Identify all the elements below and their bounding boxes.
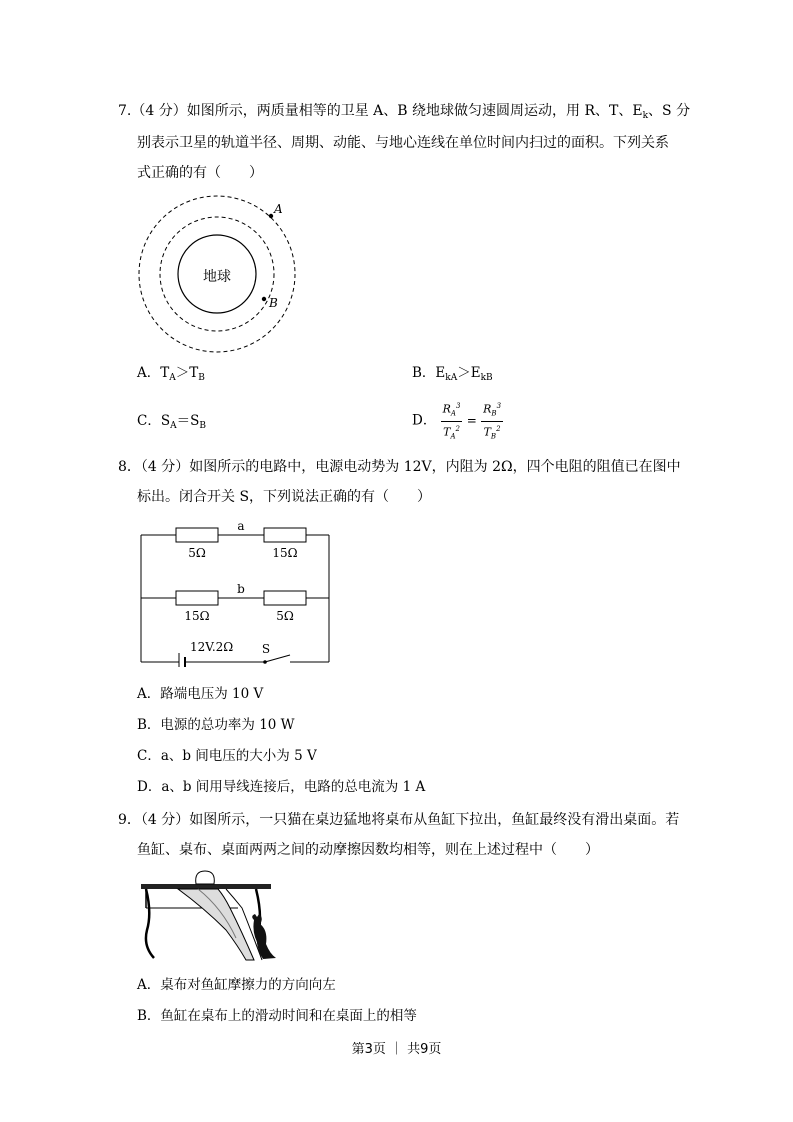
satellite-a-label: A — [274, 202, 283, 216]
q7-option-b: B．$E_{kA}>E_{kB}$ — [412, 365, 493, 383]
resistor-15-middle — [176, 591, 218, 605]
r4-label: 5Ω — [276, 609, 294, 623]
q8-circuit-figure — [138, 515, 334, 667]
q8-option-c: C．a、b 间电压的大小为 5 V — [137, 748, 317, 764]
q8-option-a: A．路端电压为 10 V — [137, 686, 264, 702]
fraction-left: $\frac{R_A^3}{T_A^2}$ — [442, 402, 461, 441]
fraction-right: $\frac{R_B^3}{T_B^2}$ — [483, 402, 502, 441]
r2-label: 15Ω — [272, 546, 298, 560]
q7-orbit-figure — [135, 192, 300, 357]
q9-option-a: A．桌布对鱼缸摩擦力的方向向左 — [137, 977, 336, 993]
battery-label: 12V.2Ω — [190, 640, 234, 654]
node-b-label: b — [237, 582, 245, 596]
table-leg-left — [146, 889, 154, 958]
q9-table-cat-figure — [138, 868, 283, 963]
q8-option-d: D．a、b 间用导线连接后，电路的总电流为 1 A — [137, 779, 426, 795]
resistor-5-middle — [264, 591, 306, 605]
q7-option-d: D． $\frac{R_A^3}{T_A^2}$ = $\frac{R_B^3}{T_B^2}$ — [412, 402, 502, 441]
tablecloth — [178, 889, 254, 960]
switch-label: S — [261, 642, 271, 656]
earth-label: 地球 — [203, 269, 231, 285]
q7-option-a: A．$T_A>T_B$ — [137, 365, 205, 383]
satellite-a — [269, 214, 273, 218]
resistor-15-top — [264, 528, 306, 542]
r1-label: 5Ω — [188, 546, 206, 560]
q9-line2: 鱼缸、桌布、桌面两两之间的动摩擦因数均相等，则在上述过程中（ ） — [137, 842, 599, 858]
q9-option-b: B．鱼缸在桌布上的滑动时间和在桌面上的相等 — [137, 1008, 417, 1024]
switch-blade — [265, 655, 290, 662]
fish-bowl — [196, 871, 215, 884]
q9-line1: 9．（4 分）如图所示，一只猫在桌边猛地将桌布从鱼缸下拉出，鱼缸最终没有滑出桌面。若 — [118, 812, 680, 828]
cat — [252, 914, 276, 959]
r3-label: 15Ω — [184, 609, 210, 623]
satellite-b-label: B — [269, 296, 278, 310]
q7-line3: 式正确的有（ ） — [137, 165, 263, 181]
q8-line1: 8．（4 分）如图所示的电路中，电源电动势为 12V，内阻为 2Ω，四个电阻的阻值已在图中 — [118, 459, 681, 475]
table-top — [141, 884, 271, 889]
page-footer: 第3页 ｜ 共9页 — [351, 1042, 442, 1057]
node-a-label: a — [237, 519, 245, 533]
q7-option-c: C．$S_A=S_B$ — [137, 413, 206, 431]
resistor-5-top — [176, 528, 218, 542]
satellite-b — [262, 297, 266, 301]
q8-option-b: B．电源的总功率为 10 W — [137, 717, 295, 733]
switch-pivot — [263, 660, 267, 664]
q7-line1: 7.（4 分）如图所示，两质量相等的卫星 A、B 绕地球做匀速圆周运动，用 R、T、$E_k$、S 分 — [118, 103, 691, 121]
q8-line2: 标出。闭合开关 S，下列说法正确的有（ ） — [137, 489, 432, 505]
q7-line2: 别表示卫星的轨道半径、周期、动能、与地心连线在单位时间内扫过的面积。下列关系 — [137, 135, 669, 151]
